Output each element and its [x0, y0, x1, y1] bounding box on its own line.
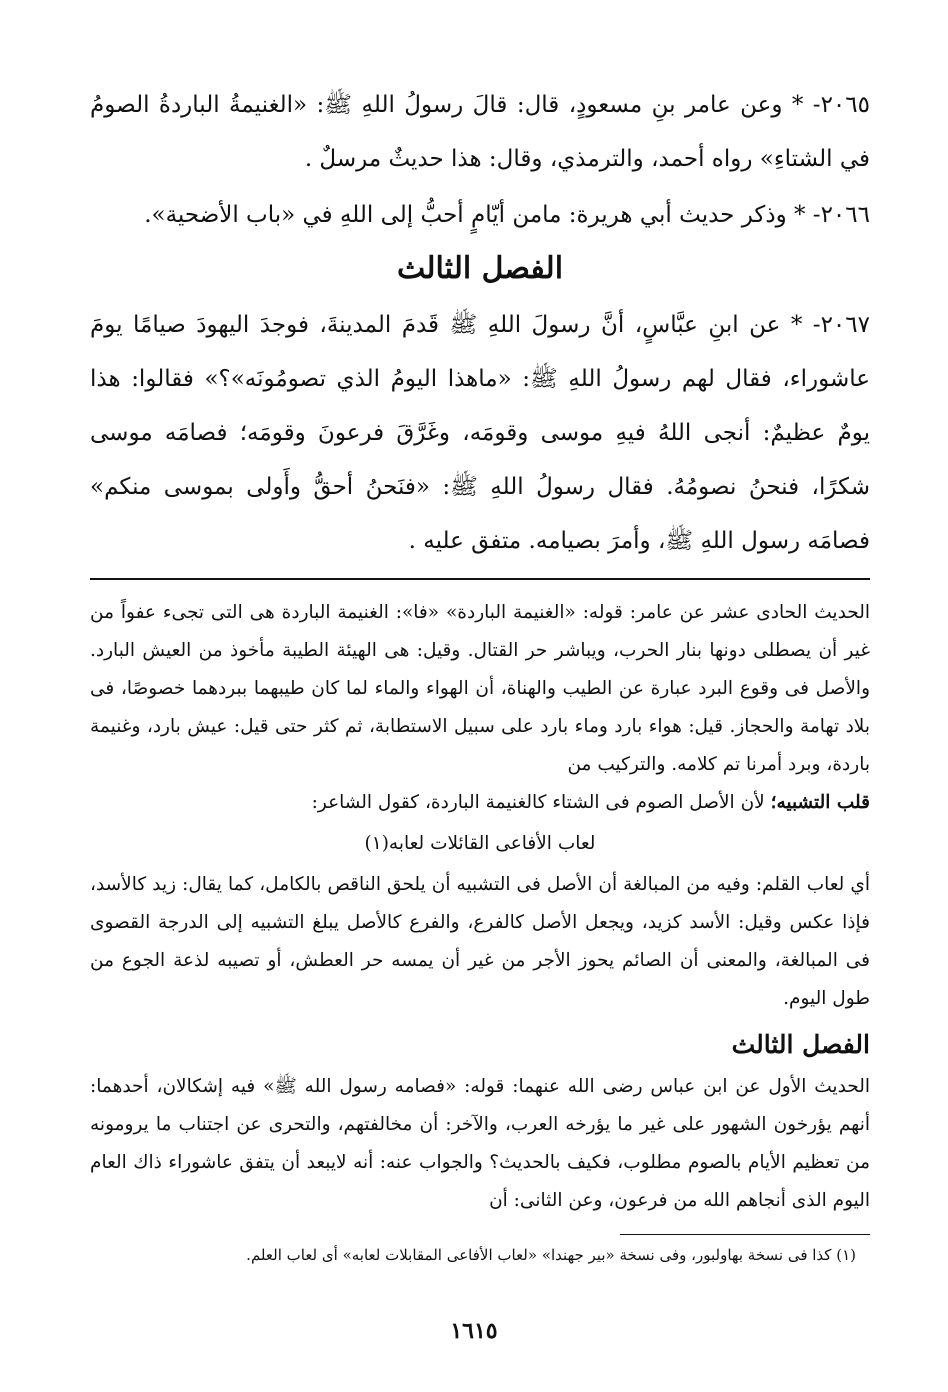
footnote: (١) كذا فى نسخة بهاولبور، وفى نسخة «بير جهندا» «لعاب الأفاعى المقابلات لعابه» أى لعاب العلم.: [246, 1246, 856, 1264]
commentary-paragraph-1: [90, 594, 870, 822]
commentary-p1-end: لأن الأصل الصوم فى الشتاء كالغنيمة الباردة، كقول الشاعر:: [311, 792, 765, 813]
commentary-p1-text: الحديث الحادى عشر عن عامر: قوله: «الغنيمة الباردة» «فا»: الغنيمة الباردة هى التى تجىء عفواً من غير أن يصطلى دونها بنار الحرب، ويباشر حر القتال. وقيل: هى الهيئة الطيبة مأخوذ من العيش البارد. والأصل فى وقوع البرد عبارة عن الطيب والهناة، أن الهواء والماء لما كان طيبهما ببردهما خصوصًا، فى بلاد تهامة والحجاز. قيل: هواء بارد وماء بارد على سبيل الاستطابة، ثم كثر حتى قيل: عيش بارد، وغنيمة باردة، وبرد أمرنا تم كلامه. والتركيب من: [90, 602, 870, 775]
footnote-divider: [620, 1234, 870, 1235]
hadith-2065: ٢٠٦٥- * وعن عامر بنِ مسعودٍ، قال: قالَ رسولُ اللهِ ﷺ: «الغنيمةُ الباردةُ الصومُ في الشتاءِ» رواه أحمد، والترمذي، وقال: هذا حديثٌ مرسلٌ .: [90, 92, 870, 172]
commentary-p1-bold: قلب التشبيه؛: [770, 792, 870, 813]
page-body: [90, 78, 870, 1269]
commentary-paragraph-2: أي لعاب القلم: وفيه من المبالغة أن الأصل فى التشبيه أن يلحق الناقص بالكامل، كما يقال: زيد كالأسد، فإذا عكس وقيل: الأسد كزيد، ويجعل الأصل كالفرع، والفرع كالأصل يبلغ التشبيه إلى الدرجة القصوى فى المبالغة، والمعنى أن الصائم يحوز الأجر من غير أن يمسه حر العطش، أو تصيبه لذعة الجوع من طول اليوم.: [90, 874, 870, 1009]
commentary-section-title: الفصل الثالث: [731, 1030, 870, 1059]
commentary-paragraph-3: الحديث الأول عن ابن عباس رضى الله عنهما: قوله: «فصامه رسول الله ﷺ» فيه إشكالان، أحدهما: أنهم يؤرخون الشهور على غير ما يؤرخه العرب، والآخر: أن مخالفتهم، والتحرى عن اجتناب ما يرومونه من تعظيم الأيام بالصوم مطلوب، فكيف بالحديث؟ والجواب عنه: أنه لايبعد أن يتفق عاشوراء ذاك العام اليوم الذى أنجاهم الله من فرعون، وعن الثانى: أن: [90, 1076, 870, 1211]
commentary-divider: [90, 578, 870, 580]
page-number: ١٦١٥: [450, 1318, 498, 1344]
poetry-verse: لعاب الأفاعى القائلات لعابه(١): [364, 833, 596, 854]
hadith-2066: ٢٠٦٦- * وذكر حديث أبي هريرة: مامن أيّامٍ أحبُّ إلى اللهِ في «باب الأضحية».: [144, 202, 870, 228]
section-title: الفصل الثالث: [396, 251, 564, 286]
hadith-2067: ٢٠٦٧- * عن ابنِ عبَّاسٍ، أنَّ رسولَ اللهِ ﷺ قَدمَ المدينةَ، فوجدَ اليهودَ صيامًا يومَ عاشوراء، فقال لهم رسولُ اللهِ ﷺ: «ماهذا اليومُ الذي تصومُونَه»؟» فقالوا: هذا يومٌ عظيمٌ: أنجى اللهُ فيهِ موسى وقومَه، وغَرَّقَ فرعونَ وقومَه؛ فصامَه موسى شكرًا، فنحنُ نصومُهُ. فقال رسولُ اللهِ ﷺ: «فنَحنُ أحقُّ وأَولى بموسى منكم» فصامَه رسول اللهِ ﷺ، وأمرَ بصيامه. متفق عليه .: [90, 312, 870, 554]
